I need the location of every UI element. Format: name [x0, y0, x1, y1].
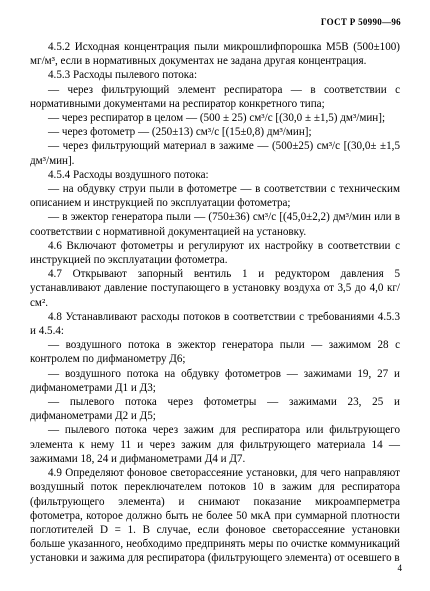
paragraph: 4.5.4 Расходы воздушного потока:	[48, 168, 209, 181]
page-number: 4	[397, 563, 402, 573]
paragraph: — воздушного потока на обдувку фотометров — зажимами 19, 27 и дифманометрами Д1 и Д3;	[30, 367, 400, 394]
document-body	[30, 40, 400, 566]
paragraph: 4.5.2 Исходная концентрация пыли микрошлифпорошка М5В (500±100) мг/м³, если в нормативных документах не задана другая концентрация.	[30, 41, 400, 68]
paragraph: — через фильтрующий элемент респиратора — в соответствии с нормативными документами на респиратор конкретного типа;	[30, 83, 400, 110]
paragraph: 4.7 Открывают запорный вентиль 1 и редуктором давления 5 устанавливают давление поступающего в установку воздуха от 3,5 до 4,0 кг/см².	[30, 268, 400, 309]
paragraph: — пылевого потока через зажим для респиратора или фильтрующего элемента к нему 11 и через зажим для фильтрующего материала 14 — зажимами 18, 24 и дифманометрами Д4 и Д7.	[30, 424, 400, 465]
paragraph: — через фильтрующий материал в зажиме — (500±25) см³/с [(30,0± ±1,5 дм³/мин].	[30, 140, 400, 167]
paragraph: 4.9 Определяют фоновое светорассеяние установки, для чего направляют воздушный поток переключателем потоков 10 в зажим для респиратора (фильтрующего элемента) и снимают показание микроамперметра фотометра, которое должно быть не более 50 мкА при суммарной плотности поглотителей D = 1. В случае, если фоновое светорассеяние установки больше указанного, необходимо предпринять меры по очистке коммуникаций установки и зажима для респиратора (фильтрующего элемента) от осевшего в	[30, 467, 400, 565]
paragraph: 4.5.3 Расходы пылевого потока:	[48, 69, 198, 82]
paragraph: — через респиратор в целом — (500 ± 25) см³/с [(30,0 ± ±1,5) дм³/мин];	[48, 112, 386, 125]
standard-code-header: ГОСТ Р 50990—96	[320, 17, 401, 27]
paragraph: — воздушного потока в эжектор генератора пыли — зажимом 28 с контролем по дифманометру Д6;	[30, 339, 400, 366]
paragraph: 4.8 Устанавливают расходы потоков в соответствии с требованиями 4.5.3 и 4.5.4:	[30, 310, 400, 338]
paragraph: — через фотометр — (250±13) см³/с [(15±0,8) дм³/мин];	[48, 126, 312, 139]
paragraph: — в эжектор генератора пыли — (750±36) см³/с [(45,0±2,2) дм³/мин или в соответствии с нормативной документацией на установку.	[30, 211, 400, 238]
paragraph: — на обдувку струи пыли в фотометре — в соответствии с техническим описанием и инструкцией по эксплуатации фотометра;	[30, 183, 400, 210]
paragraph: — пылевого потока через фотометры — зажимами 23, 25 и дифманометрами Д2 и Д5;	[30, 396, 400, 423]
paragraph: 4.6 Включают фотометры и регулируют их настройку в соответствии с инструкцией по эксплуатации фотометра.	[30, 239, 400, 267]
